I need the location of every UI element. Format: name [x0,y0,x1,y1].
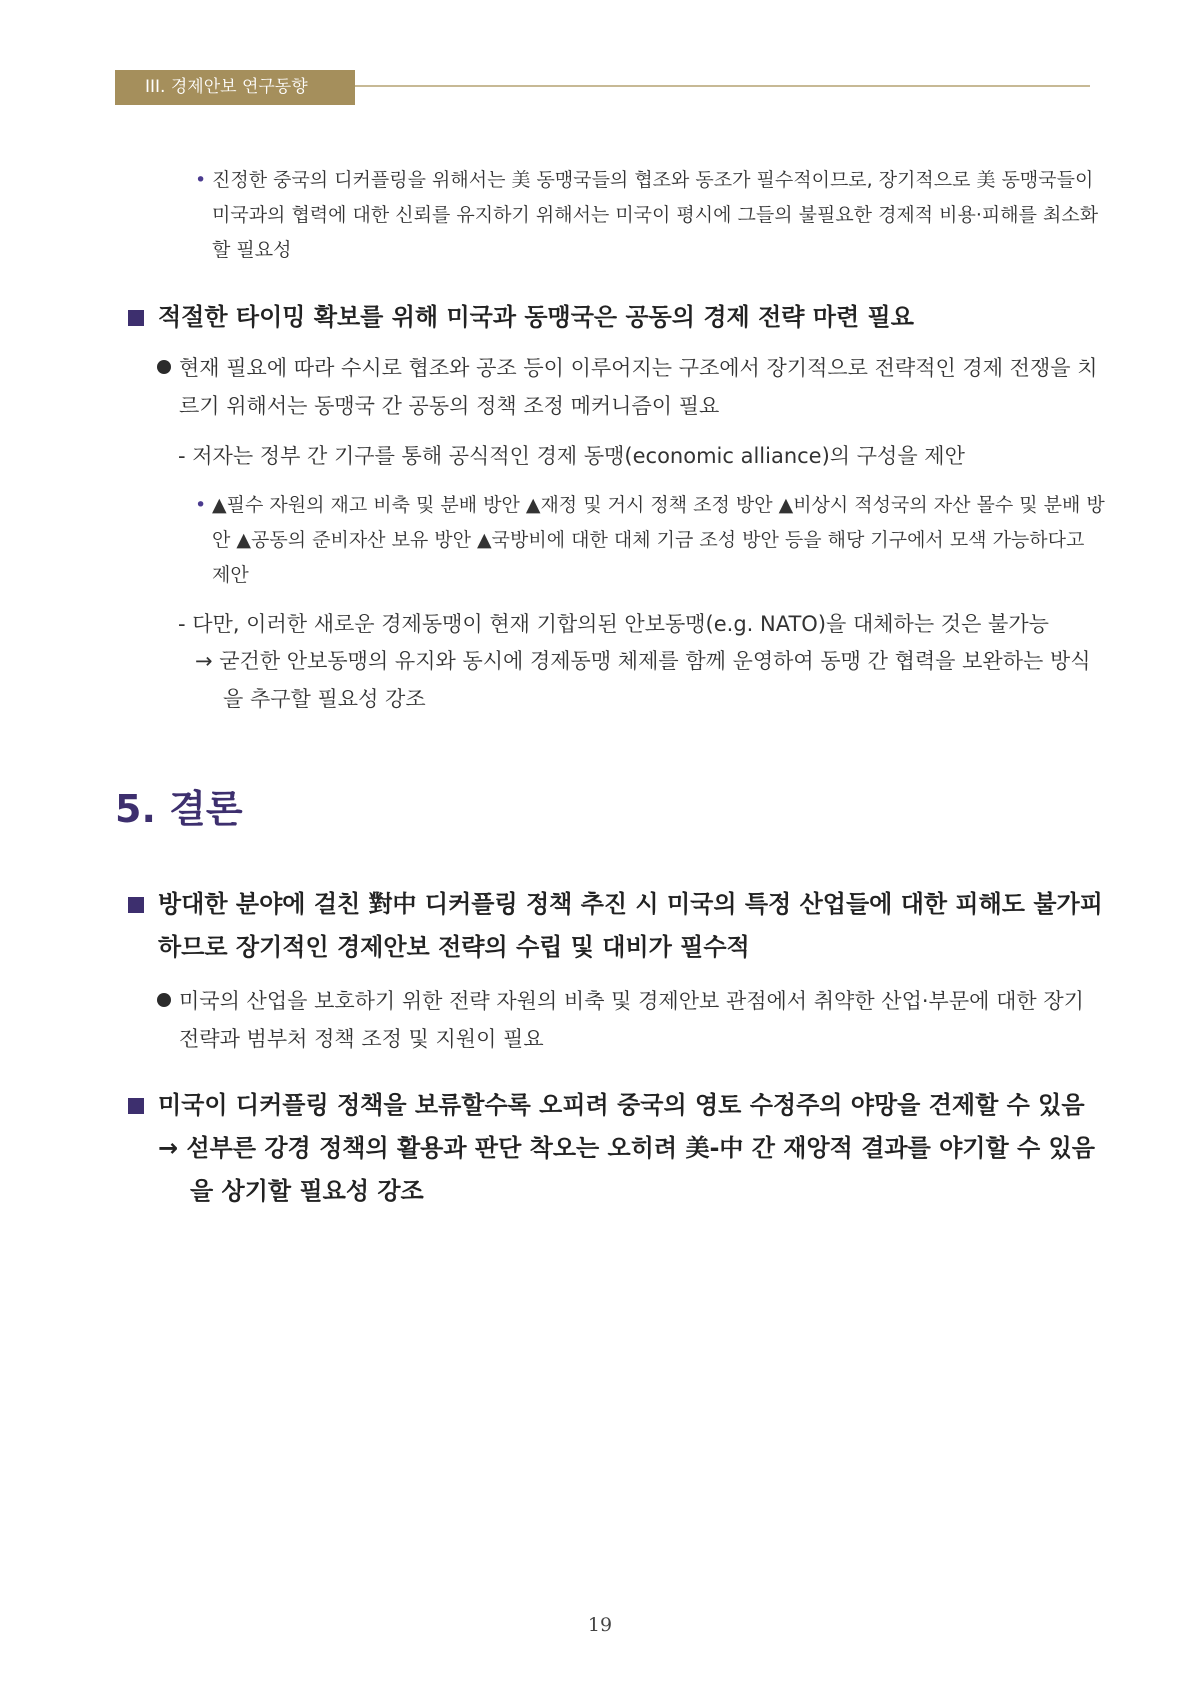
bullet-item [195,488,1105,593]
circle-bullet-item [157,982,1104,1058]
bullet-text: ▲필수 자원의 재고 비축 및 분배 방안 ▲재정 및 거시 정책 조정 방안 ▲비상시 적성국의 자산 몰수 및 분배 방안 ▲공동의 준비자산 보유 방안 ▲국방비에 대한 대체 기금 조성 방안 등을 해당 기구에서 모색 가능하다고 제안 [212,494,1105,586]
key-point-text: 방대한 분야에 걸친 對中 디커플링 정책 추진 시 미국의 특정 산업들에 대한 피해도 불가피하므로 장기적인 경제안보 전략의 수립 및 대비가 필수적 [158,890,1103,961]
page-number: 19 [587,1614,613,1636]
arrow-item: → 섣부른 강경 정책의 활용과 판단 착오는 오히려 美-中 간 재앙적 결과를 야기할 수 있음을 상기할 필요성 강조 [158,1134,1095,1205]
section-header-label: III. 경제안보 연구동향 [145,77,308,97]
key-point-heading [128,296,1108,339]
circle-bullet-text: 현재 필요에 따라 수시로 협조와 공조 등이 이루어지는 구조에서 장기적으로 전략적인 경제 전쟁을 치르기 위해서는 동맹국 간 공동의 정책 조정 메커니즘이 필요 [179,356,1098,418]
key-point-text: 적절한 타이밍 확보를 위해 미국과 동맹국은 공동의 경제 전략 마련 필요 [158,303,914,331]
circle-bullet-text: 미국의 산업을 보호하기 위한 전략 자원의 비축 및 경제안보 관점에서 취약한 산업·부문에 대한 장기 전략과 범부처 정책 조정 및 지원이 필요 [179,989,1084,1051]
dash-item: - 다만, 이러한 새로운 경제동맹이 현재 기합의된 안보동맹(e.g. NATO)을 대체하는 것은 불가능 [178,612,1049,636]
bullet-item [195,163,1105,268]
square-bullet-icon [128,310,144,326]
key-point-text: 미국이 디커플링 정책을 보류할수록 오피려 중국의 영토 수정주의 야망을 견제할 수 있음 [158,1091,1085,1119]
key-point-heading [128,1084,1113,1127]
section-title: 5. 결론 [115,787,243,831]
circle-bullet-icon [157,360,171,374]
bullet-dot-icon: • [195,494,207,516]
header-divider [355,85,1090,87]
square-bullet-icon [128,897,144,913]
section-header-tab [115,70,355,105]
square-bullet-icon [128,1098,144,1114]
arrow-item: → 굳건한 안보동맹의 유지와 동시에 경제동맹 체제를 함께 운영하여 동맹 간 협력을 보완하는 방식을 추구할 필요성 강조 [195,649,1091,711]
key-point-heading [128,883,1108,969]
bullet-text: 진정한 중국의 디커플링을 위해서는 美 동맹국들의 협조와 동조가 필수적이므로, 장기적으로 美 동맹국들이 미국과의 협력에 대한 신뢰를 유지하기 위해서는 미국이 평시에 그들의 불필요한 경제적 비용·피해를 최소화할 필요성 [212,169,1099,261]
circle-bullet-icon [157,993,171,1007]
circle-bullet-item [157,349,1104,425]
bullet-dot-icon: • [195,169,207,191]
dash-item: - 저자는 정부 간 기구를 통해 공식적인 경제 동맹(economic alliance)의 구성을 제안 [178,444,965,468]
